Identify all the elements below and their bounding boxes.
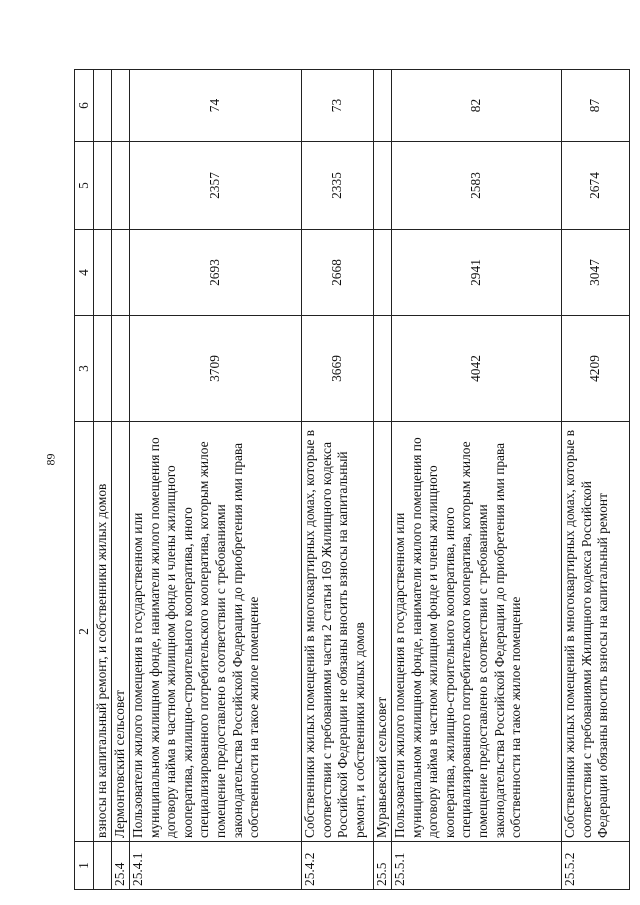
value-col4	[112, 230, 130, 316]
column-header: 1	[75, 842, 94, 890]
column-header: 2	[75, 422, 94, 842]
value-col5: 2357	[130, 142, 302, 230]
value-col6	[94, 70, 112, 142]
table-row	[112, 70, 130, 890]
table-row	[302, 70, 374, 890]
value-col5	[374, 142, 392, 230]
column-header: 3	[75, 316, 94, 422]
value-col5: 2674	[562, 142, 630, 230]
column-header: 5	[75, 142, 94, 230]
row-code: 25.5	[374, 842, 392, 890]
table-row	[392, 70, 562, 890]
row-code: 25.5.2	[562, 842, 630, 890]
page-number: 89	[43, 453, 58, 466]
value-col4: 2693	[130, 230, 302, 316]
row-text: Муравьевский сельсовет	[374, 422, 392, 842]
value-col4	[374, 230, 392, 316]
table-row	[94, 70, 112, 890]
value-col3	[112, 316, 130, 422]
value-col6: 87	[562, 70, 630, 142]
value-col3	[374, 316, 392, 422]
table-header-row	[75, 70, 94, 890]
value-col3: 4042	[392, 316, 562, 422]
row-code: 25.5.1	[392, 842, 562, 890]
value-col4: 3047	[562, 230, 630, 316]
value-col6: 74	[130, 70, 302, 142]
value-col3	[94, 316, 112, 422]
table-row	[562, 70, 630, 890]
value-col5	[112, 142, 130, 230]
row-code: 25.4.1	[130, 842, 302, 890]
value-col6: 82	[392, 70, 562, 142]
row-text: Пользователи жилого помещения в государственном или муниципальном жилищном фонде, наниматели жилого помещения по договору найма в частном жилищном фонде и члены жилищного кооператива, жилищно-строительного кооператива, иного специализированного потребительского кооператива, которым жилое помещение предоставлено в соответствии с требованиями законодательства Российской Федерации до приобретения ими права собственности на такое жилое помещение	[130, 422, 302, 842]
row-code: 25.4	[112, 842, 130, 890]
tariff-table	[74, 69, 630, 890]
value-col6	[374, 70, 392, 142]
value-col5	[94, 142, 112, 230]
row-text: Собственники жилых помещений в многоквартирных домах, которые в соответствии с требованиями Жилищного кодекса Российской Федерации обязаны вносить взносы на капитальный ремонт	[562, 422, 630, 842]
value-col3: 3709	[130, 316, 302, 422]
row-text: Лермонтовский сельсовет	[112, 422, 130, 842]
value-col6	[112, 70, 130, 142]
value-col6: 73	[302, 70, 374, 142]
row-code: 25.4.2	[302, 842, 374, 890]
column-header: 4	[75, 230, 94, 316]
value-col5: 2335	[302, 142, 374, 230]
value-col3: 4209	[562, 316, 630, 422]
row-text: взносы на капитальный ремонт, и собственники жилых домов	[94, 422, 112, 842]
value-col4: 2941	[392, 230, 562, 316]
value-col3: 3669	[302, 316, 374, 422]
value-col5: 2583	[392, 142, 562, 230]
rotated-table-wrapper	[74, 70, 611, 890]
row-code	[94, 842, 112, 890]
value-col4	[94, 230, 112, 316]
column-header: 6	[75, 70, 94, 142]
row-text: Пользователи жилого помещения в государственном или муниципальном жилищном фонде, наниматели жилого помещения по договору найма в частном жилищном фонде и члены жилищного кооператива, жилищно-строительного кооператива, иного специализированного потребительского кооператива, которым жилое помещение предоставлено в соответствии с требованиями законодательства Российской Федерации до приобретения ими права собственности на такое жилое помещение	[392, 422, 562, 842]
table-row	[130, 70, 302, 890]
value-col4: 2668	[302, 230, 374, 316]
table-row	[374, 70, 392, 890]
row-text: Собственники жилых помещений в многоквартирных домах, которые в соответствии с требованиями части 2 статьи 169 Жилищного кодекса Российской Федерации не обязаны вносить взносы на капитальный ремонт, и собственники жилых домов	[302, 422, 374, 842]
